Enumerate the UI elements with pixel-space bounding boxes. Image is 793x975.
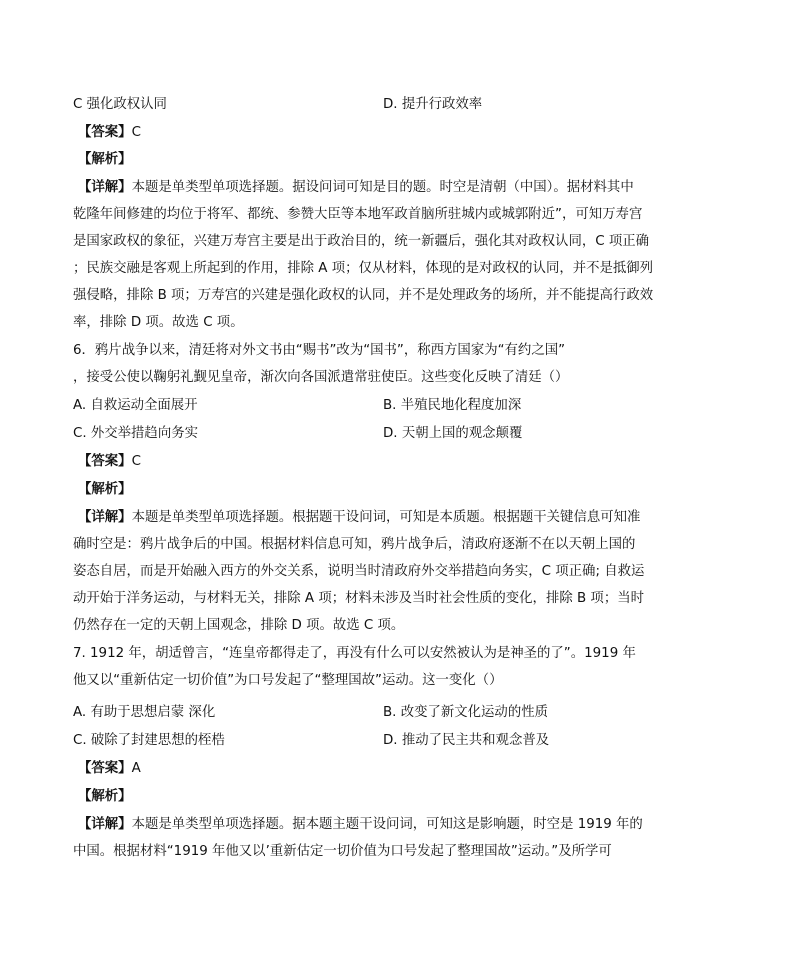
q6-options-ab [73,396,673,416]
q6-detail-line-4: 动开始于洋务运动，与材料无关，排除 A 项；材料未涉及当时社会性质的变化，排除 B 项；当时 [73,591,644,606]
q6-option-a: A. 自救运动全面展开 [73,398,198,413]
q7-option-c: C. 破除了封建思想的桎梏 [73,733,225,748]
q6-analysis-label: 【解析】 [78,482,132,497]
q6-detail-line-1 [78,508,678,528]
q6-option-d: D. 天朝上国的观念颠覆 [383,426,523,441]
q5-option-c: C 强化政权认同 [73,97,167,112]
q6-options-cd [73,424,673,444]
q6-option-c: C. 外交举措趋向务实 [73,426,198,441]
q7-option-a: A. 有助于思想启蒙 深化 [73,705,216,720]
q7-detail-label: 【详解】 [78,817,132,832]
q5-option-d: D. 提升行政效率 [383,97,483,112]
q7-analysis-label: 【解析】 [78,789,132,804]
q7-option-b: B. 改变了新文化运动的性质 [383,705,548,720]
q6-stem-line-2: ，接受公使以鞠躬礼觐见皇帝，渐次向各国派遣常驻使臣。这些变化反映了清廷（） [73,370,569,385]
q5-detail-line-2: 乾隆年间修建的均位于将军、都统、参赞大臣等本地军政首脑所驻城内或城郭附近”，可知万寿宫 [73,207,643,222]
q5-answer [78,123,678,143]
q6-answer-value: C [131,454,141,469]
q5-detail-line-6: 率，排除 D 项。故选 C 项。 [73,315,244,330]
q6-detail-line-2: 确时空是：鸦片战争后的中国。根据材料信息可知，鸦片战争后，清政府逐渐不在以天朝上国的 [73,537,636,552]
q7-answer [78,759,678,779]
q5-detail-line-1 [78,178,678,198]
q7-option-d: D. 推动了民主共和观念普及 [383,733,550,748]
q5-detail-line-3: 是国家政权的象征，兴建万寿宫主要是出于政治目的，统一新疆后，强化其对政权认同，C 项正确 [73,234,650,249]
q7-stem-line-1: 7. 1912 年，胡适曾言，“连皇帝都得走了，再没有什么可以安然被认为是神圣的了”。1919 年 [73,646,636,661]
q7-detail-line-2: 中国。根据材料“1919 年他又以’重新估定一切价值为口号发起了整理国故”运动。”及所学可 [73,844,612,859]
q6-stem-line-1: 6．鸦片战争以来，清廷将对外文书由“赐书”改为“国书”，称西方国家为“有约之国” [73,343,566,358]
q6-detail-line-5: 仍然存在一定的天朝上国观念，排除 D 项。故选 C 项。 [73,618,405,633]
q6-detail-line-3: 姿态自居，而是开始融入西方的外交关系，说明当时清政府外交举措趋向务实，C 项正确; 自救运 [73,564,645,579]
q5-analysis-label: 【解析】 [78,152,132,167]
q5-detail-line-5: 强侵略，排除 B 项；万寿宫的兴建是强化政权的认同，并不是处理政务的场所，并不能提高行政效 [73,288,654,303]
q5-detail-label: 【详解】 [78,180,132,195]
q5-detail-text: 本题是单类型单项选择题。据设问词可知是目的题。时空是清朝（中国）。据材料其中 [131,180,634,195]
q6-answer [78,452,678,472]
q6-answer-label: 【答案】 [78,454,132,469]
q5-options-cd [73,95,673,115]
q7-options-ab [73,703,673,723]
q7-detail-text: 本题是单类型单项选择题。据本题主题干设问词，可知这是影响题，时空是 1919 年的 [131,817,643,832]
q7-options-cd [73,731,673,751]
q7-stem-line-2: 他又以“重新估定一切价值”为口号发起了“整理国故”运动。这一变化（） [73,673,503,688]
q7-answer-label: 【答案】 [78,761,132,776]
q5-detail-line-4: ；民族交融是客观上所起到的作用，排除 A 项；仅从材料，体现的是对政权的认同，并不是抵御列 [73,261,654,276]
q7-detail-line-1 [78,815,678,835]
q6-detail-label: 【详解】 [78,510,132,525]
q5-answer-label: 【答案】 [78,125,132,140]
q6-option-b: B. 半殖民地化程度加深 [383,398,522,413]
q5-answer-value: C [131,125,141,140]
q6-detail-text: 本题是单类型单项选择题。根据题干设问词，可知是本质题。根据题干关键信息可知准 [131,510,641,525]
q7-answer-value: A [131,761,141,776]
